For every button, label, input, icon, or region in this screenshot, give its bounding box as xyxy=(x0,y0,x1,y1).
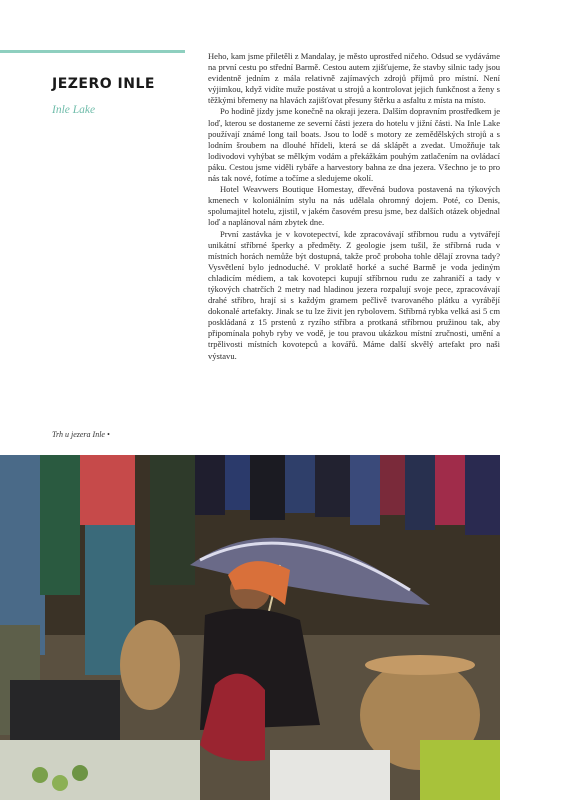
paragraph-1: Heho, kam jsme přiletěli z Mandalay, je město uprostřed ničeho. Odsud se vydáváme na první cestu po střední Barmě. Cestou autem zjišťujeme, že stavby silnic tady jsou evidentně jedním z mála relativně zajímavých zdrojů příjmů pro místní. Není výjimkou, když vidíte muže postávat u strojů a kontrolovat jejich funkčnost a ženy s těžkými břemeny na hlavách zajišťovat přesuny štěrku a asfaltu z místa na místo. xyxy=(208,51,500,106)
paragraph-4: První zastávka je v kovotepectví, kde zpracovávají stříbrnou rudu a vytvářejí unikátní stříbrné šperky a předměty. Z geologie jsem tušil, že stříbrná ruda v místních horách nemůže být dostupná, takže proč proboha tohle dělají zrovna tady? Vysvětlení bylo jednoduché. V proklatě horké a suché Barmě je voda jediným chladicím médiem, a tak kovotepci kupují stříbrnou rudu ze zahraničí a tady v týkových chatrčích 2 metry nad hladinou jezera rozpalují svoje pece, zpracovávají drahé stříbro, hrají si s každým gramem pečlivě tvarovaného plátku a vyrábějí dokonalé artefakty. Jinak se tu lze živit jen rybolovem. Stříbrná rybka velká asi 5 cm poskládaná z 15 prstenů z ryzího stříbra a protkaná stříbrnou pružinou tak, aby připomínala pohyb ryby ve vodě, je tou pravou ukázkou místní zručnosti, umění a trpělivosti místních kovotepců a kovářů. Máme další skvělý artefakt pro naši výstavu. xyxy=(208,228,500,361)
photo-caption: Trh u jezera Inle • xyxy=(52,430,110,439)
accent-rule xyxy=(0,50,185,53)
page-title: JEZERO INLE xyxy=(52,76,155,92)
paragraph-3: Hotel Weavwers Boutique Homestay, dřevěná budova postavená na týkových kmenech v koloniálním stylu na nás udělala ohromný dojem. Poté, co Denis, spolumajitel hotelu, zjistil, v jakém časovém presu jsme, bez dalších otázek objednal loď a naplánoval nám zbytek dne. xyxy=(208,184,500,228)
article-body xyxy=(208,51,500,362)
market-photo xyxy=(0,455,500,800)
page-subtitle: Inle Lake xyxy=(52,104,96,116)
paragraph-2: Po hodině jízdy jsme konečně na okraji jezera. Dalším dopravním prostředkem je loď, kterou se dostaneme ze severní části jezera do hotelu v jižní části. Na Inle Lake používají známé long tail boats. Jsou to lodě s motory ze zemědělských strojů a s lodním šroubem na dlouhé hřídeli, která se dá sklápět a zvedat. Umožňuje tak lodivodovi vyhýbat se mělkým vodám a překážkám pouhým zatlačením na ovládací páku. Cestou jsme viděli rybáře a harvestory bahna ze dna jezera. Všechno je to pro nás tak nové, fotíme a točíme a sledujeme okolí. xyxy=(208,106,500,184)
